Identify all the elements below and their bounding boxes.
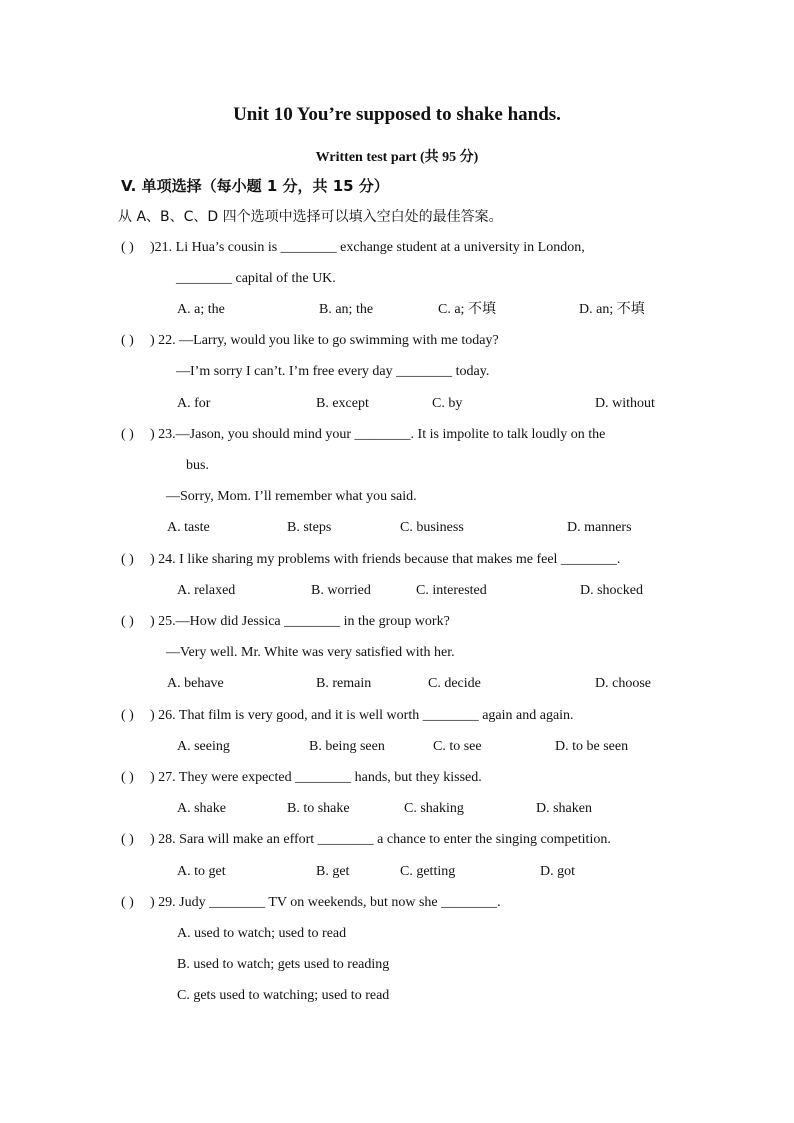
question-28-option-a[interactable]: A. to get	[177, 864, 226, 879]
question-22-stem: ) 22. —Larry, would you like to go swimming with me today?	[150, 333, 499, 348]
answer-blank-26[interactable]: ( )	[121, 708, 134, 723]
question-24-option-d[interactable]: D. shocked	[580, 583, 643, 598]
question-21-stem-cont: ________ capital of the UK.	[176, 271, 336, 286]
answer-blank-25[interactable]: ( )	[121, 614, 134, 629]
question-27-option-c[interactable]: C. shaking	[404, 801, 464, 816]
answer-blank-27[interactable]: ( )	[121, 770, 134, 785]
page-subtitle: Written test part (共 95 分)	[315, 150, 479, 165]
question-25-stem: ) 25.—How did Jessica ________ in the group work?	[150, 614, 450, 629]
question-21-option-c[interactable]: C. a; 不填	[438, 302, 496, 317]
question-25-option-a[interactable]: A. behave	[167, 676, 224, 691]
question-21-option-d[interactable]: D. an; 不填	[579, 302, 645, 317]
question-26-option-d[interactable]: D. to be seen	[555, 739, 629, 754]
question-27-option-a[interactable]: A. shake	[177, 801, 226, 816]
answer-blank-28[interactable]: ( )	[121, 832, 134, 847]
question-27-option-b[interactable]: B. to shake	[287, 801, 350, 816]
answer-blank-21[interactable]: ( )	[121, 240, 134, 255]
question-23-option-c[interactable]: C. business	[400, 520, 464, 535]
question-29-stem: ) 29. Judy ________ TV on weekends, but now she ________.	[150, 895, 501, 910]
page-title: Unit 10 You’re supposed to shake hands.	[233, 104, 561, 125]
answer-blank-22[interactable]: ( )	[121, 333, 134, 348]
question-27-stem: ) 27. They were expected ________ hands, but they kissed.	[150, 770, 482, 785]
section-instruction: 从 A、B、C、D 四个选项中选择可以填入空白处的最佳答案。	[118, 209, 503, 225]
question-28-stem: ) 28. Sara will make an effort ________ a chance to enter the singing competition.	[150, 832, 611, 847]
question-26-stem: ) 26. That film is very good, and it is well worth ________ again and again.	[150, 708, 574, 723]
question-23-option-d[interactable]: D. manners	[567, 520, 632, 535]
question-22-option-d[interactable]: D. without	[595, 396, 655, 411]
question-24-option-c[interactable]: C. interested	[416, 583, 487, 598]
question-23-stem-cont: bus.	[186, 458, 209, 473]
question-26-option-b[interactable]: B. being seen	[309, 739, 385, 754]
question-28-option-c[interactable]: C. getting	[400, 864, 456, 879]
question-22-option-c[interactable]: C. by	[432, 396, 463, 411]
question-28-option-b[interactable]: B. get	[316, 864, 350, 879]
question-25-option-b[interactable]: B. remain	[316, 676, 372, 691]
question-21-option-a[interactable]: A. a; the	[177, 302, 225, 317]
question-22-dialog: —I’m sorry I can’t. I’m free every day ________ today.	[176, 364, 490, 379]
question-23-option-b[interactable]: B. steps	[287, 520, 332, 535]
answer-blank-24[interactable]: ( )	[121, 552, 134, 567]
question-23-dialog: —Sorry, Mom. I’ll remember what you said.	[166, 489, 417, 504]
question-25-option-d[interactable]: D. choose	[595, 676, 651, 691]
question-28-option-d[interactable]: D. got	[540, 864, 575, 879]
question-25-dialog: —Very well. Mr. White was very satisfied with her.	[166, 645, 455, 660]
question-24-stem: ) 24. I like sharing my problems with friends because that makes me feel ________.	[150, 552, 621, 567]
question-24-option-b[interactable]: B. worried	[311, 583, 371, 598]
section-heading: V. 单项选择（每小题 1 分，共 15 分）	[121, 177, 389, 195]
question-21-stem: )21. Li Hua’s cousin is ________ exchange student at a university in London,	[150, 240, 585, 255]
question-29-option-a[interactable]: A. used to watch; used to read	[177, 926, 347, 941]
question-29-option-c[interactable]: C. gets used to watching; used to read	[177, 988, 390, 1003]
question-22-option-b[interactable]: B. except	[316, 396, 369, 411]
question-21-option-b[interactable]: B. an; the	[319, 302, 374, 317]
question-26-option-c[interactable]: C. to see	[433, 739, 482, 754]
question-29-option-b[interactable]: B. used to watch; gets used to reading	[177, 957, 390, 972]
answer-blank-23[interactable]: ( )	[121, 427, 134, 442]
question-25-option-c[interactable]: C. decide	[428, 676, 481, 691]
question-22-option-a[interactable]: A. for	[177, 396, 211, 411]
question-23-stem: ) 23.—Jason, you should mind your ________. It is impolite to talk loudly on the	[150, 427, 606, 442]
question-23-option-a[interactable]: A. taste	[167, 520, 210, 535]
question-27-option-d[interactable]: D. shaken	[536, 801, 592, 816]
question-24-option-a[interactable]: A. relaxed	[177, 583, 236, 598]
answer-blank-29[interactable]: ( )	[121, 895, 134, 910]
question-26-option-a[interactable]: A. seeing	[177, 739, 230, 754]
